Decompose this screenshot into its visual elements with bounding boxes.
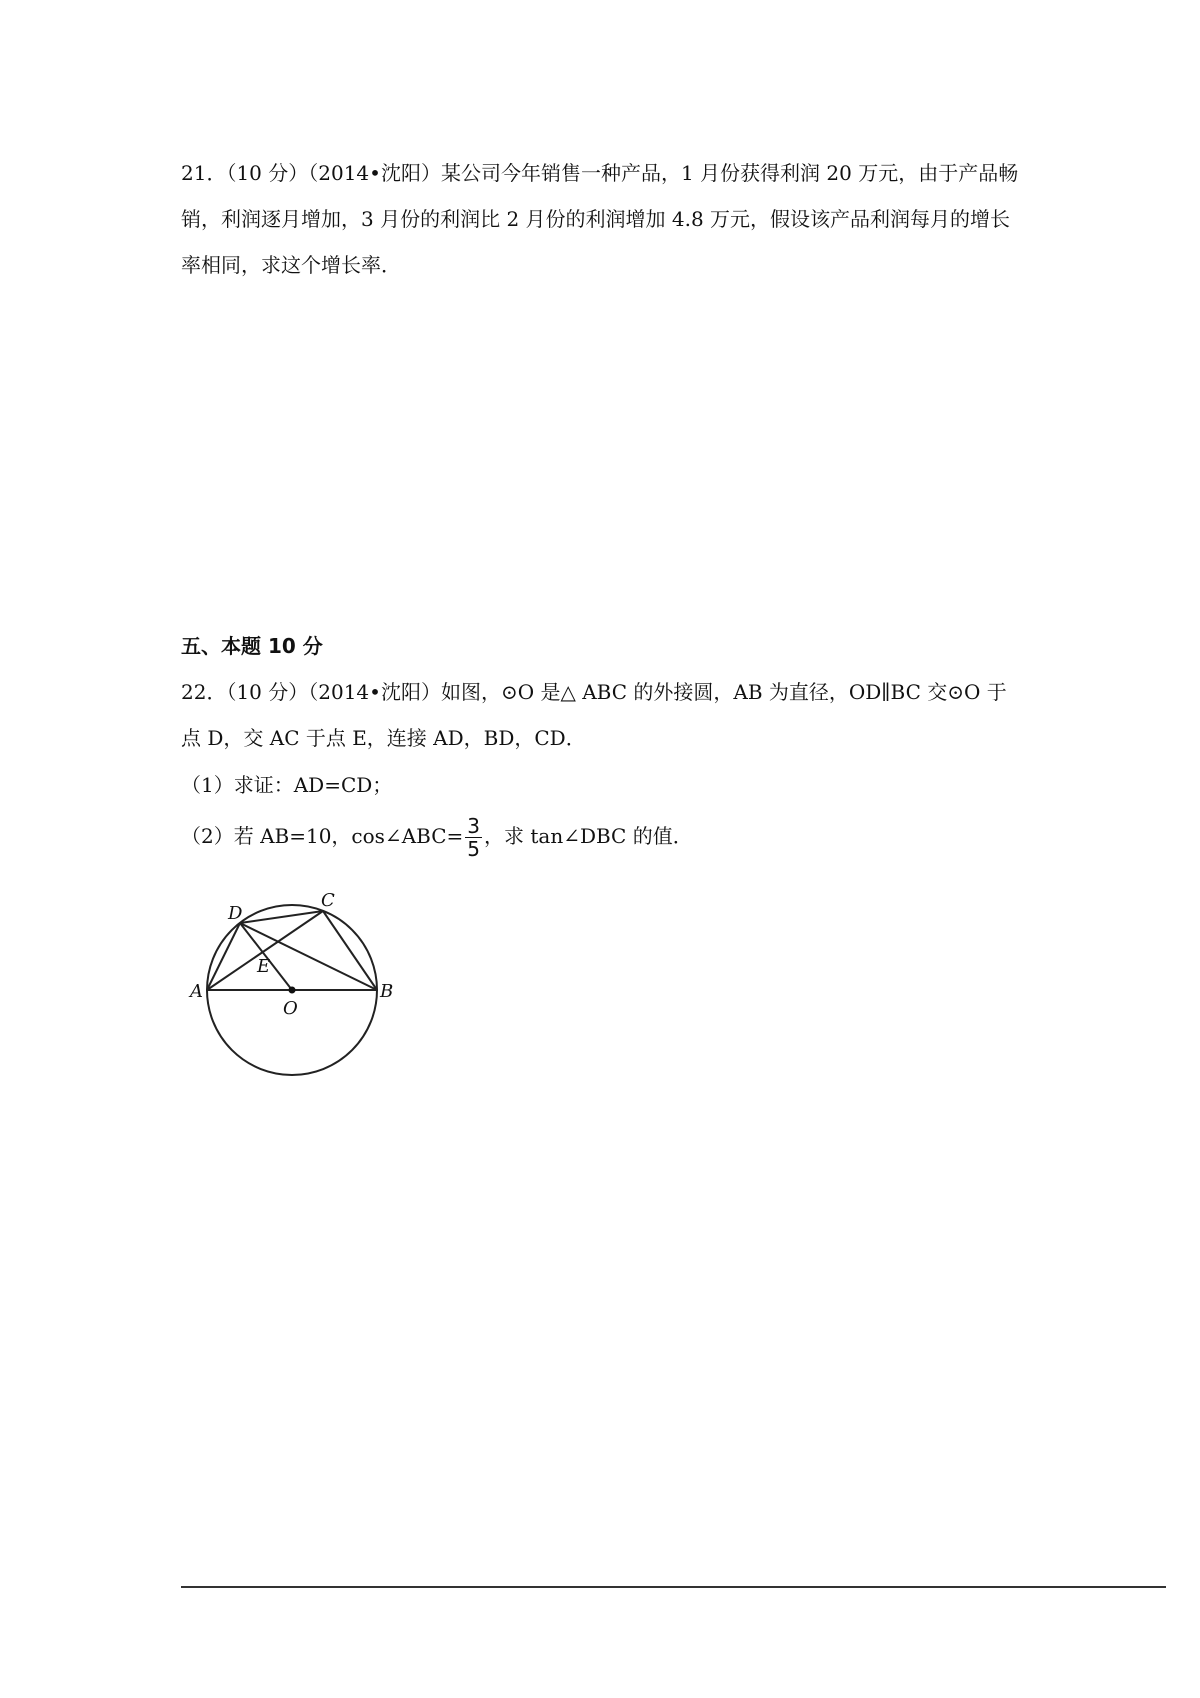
circle-geometry-figure bbox=[180, 878, 400, 1078]
segment-cb bbox=[323, 911, 377, 990]
question-22-part-1: （1）求证：AD=CD； bbox=[181, 773, 393, 797]
question-22-text: 22．（10 分）（2014•沈阳）如图，⊙O 是△ ABC 的外接圆，AB 为直径，OD∥BC 交⊙O 于点 D，交 AC 于点 E，连接 AD，BD，CD． bbox=[181, 680, 1007, 750]
part-2-suffix: ，求 tan∠DBC 的值． bbox=[484, 824, 693, 848]
footer-divider bbox=[181, 1586, 1166, 1588]
center-point-o bbox=[289, 987, 296, 994]
fraction-numerator: 3 bbox=[467, 814, 480, 838]
segment-dc bbox=[240, 911, 323, 923]
label-a: A bbox=[190, 981, 203, 1002]
question-22-part-2 bbox=[181, 813, 1021, 863]
label-o: O bbox=[283, 998, 298, 1019]
segment-ac bbox=[207, 911, 323, 990]
question-21-text: 21．（10 分）（2014•沈阳）某公司今年销售一种产品，1 月份获得利润 20 万元，由于产品畅销，利润逐月增加，3 月份的利润比 2 月份的利润增加 4.8 万元，假设该产品利润每月的增长率相同，求这个增长率． bbox=[181, 161, 1019, 277]
fraction-denominator: 5 bbox=[467, 837, 480, 861]
label-b: B bbox=[380, 981, 394, 1002]
section-heading: 五、本题 10 分 bbox=[181, 634, 323, 658]
part-2-prefix: （2）若 AB=10，cos∠ABC= bbox=[181, 824, 464, 848]
label-e: E bbox=[257, 956, 271, 977]
label-d: D bbox=[228, 903, 243, 924]
label-c: C bbox=[321, 890, 335, 911]
fraction-three-fifths bbox=[465, 815, 482, 860]
